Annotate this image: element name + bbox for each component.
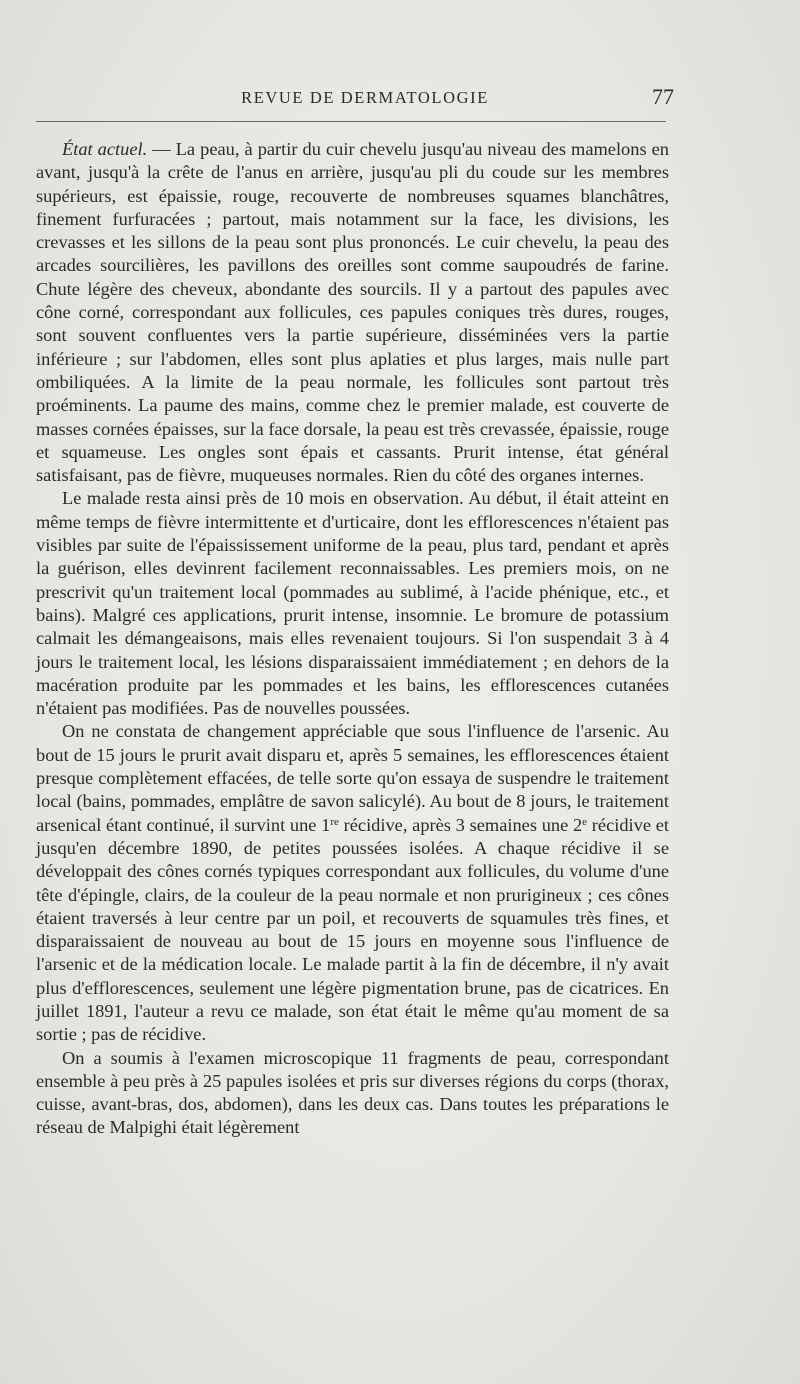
running-head: REVUE DE DERMATOLOGIE — [241, 88, 489, 107]
paragraph-text: On a soumis à l'examen microscopique 11 fragments de peau, correspondant ensemble à peu près à 25 papules isolées et pris sur diverses régions du corps (thorax, cuisse, avant-bras, dos, abdomen), dans les deux cas. Dans toutes les préparations le réseau de Malpighi était légèrement — [36, 1047, 669, 1138]
paragraph-text: — La peau, à partir du cuir chevelu jusqu'au niveau des mamelons en avant, jusqu'à la crête de l'anus en arrière, jusqu'au pli du coude sur les membres supérieurs, est épaissie, rouge, recouverte de nombreuses squames blanchâtres, finement furfuracées ; partout, mais notamment sur la face, les divisions, les crevasses et les sillons de la peau sont plus prononcés. Le cuir chevelu, la peau des arcades sourcilières, les pavillons des oreilles sont comme saupoudrés de farine. Chute légère des cheveux, abondante des sourcils. Il y a partout des papules avec cône corné, correspondant aux follicules, ces papules coniques très dures, rouges, sont souvent confluentes vers la partie supérieure, disséminées vers la partie inférieure ; sur l'abdomen, elles sont plus aplaties et plus larges, mais nulle part ombiliquées. A la limite de la peau normale, les follicules sont partout très proéminents. La paume des mains, comme chez le premier malade, est couverte de masses cornées épaisses, sur la face dorsale, la peau est très crevassée, épaissie, rouge et squameuse. Les ongles sont épais et cassants. Prurit intense, état général satisfaisant, pas de fièvre, muqueuses normales. Rien du côté des organes internes. — [36, 139, 669, 486]
page-number: 77 — [652, 84, 674, 109]
article-body — [36, 138, 669, 1140]
page-header — [56, 86, 674, 112]
paragraph-observation — [36, 487, 669, 720]
paragraph-microscopy — [36, 1047, 669, 1140]
paragraph-arsenic — [36, 720, 669, 1046]
section-lead: État actuel. — [62, 139, 148, 159]
paragraph-text-part: On ne constata de changement appréciable que sous l'influence de l'arsenic. Au bout de 15 jours le prurit avait disparu et, après 5 semaines, les efflorescences étaient presque complètement effacées, de telle sorte qu'on essaya de suspendre le traitement local (bains, pommades, emplâtre de savon salicylé). Au bout de 8 jours, le traitement arsenical étant continué, il survint une 1 — [36, 721, 669, 835]
superscript: e — [582, 815, 588, 828]
superscript: re — [330, 815, 339, 828]
header-rule — [36, 121, 666, 122]
paragraph-text-part: récidive, après 3 semaines une 2 — [338, 814, 583, 835]
paragraph-etat-actuel — [36, 138, 669, 487]
paragraph-text: Le malade resta ainsi près de 10 mois en observation. Au début, il était atteint en même temps de fièvre intermittente et d'urticaire, dont les efflorescences n'étaient pas visibles par suite de l'épaississement uniforme de la peau, plus tard, pendant et après la guérison, elles devinrent facilement reconnaissables. Les premiers mois, on ne prescrivit qu'un traitement local (pommades au sublimé, à l'acide phénique, etc., et bains). Malgré ces applications, prurit intense, insomnie. Le bromure de potassium calmait les démangeaisons, mais elles revenaient toujours. Si l'on suspendait 3 à 4 jours le traitement local, les lésions disparaissaient immédiatement ; en dehors de la macération produite par les pommades et les bains, les efflorescences cutanées n'étaient pas modifiées. Pas de nouvelles poussées. — [36, 488, 669, 719]
paragraph-text-part: récidive et jusqu'en décembre 1890, de petites poussées isolées. A chaque récidive il se développait des cônes cornés typiques correspondant aux follicules, du volume d'une tête d'épingle, clairs, de la couleur de la peau normale et non prurigineux ; ces cônes étaient traversés à leur centre par un poil, et recouverts de squamules très fines, et disparaissaient de nouveau au bout de 15 jours en moyenne sous l'influence de l'arsenic et de la médication locale. Le malade partit à la fin de décembre, il n'y avait plus d'efflorescences, seulement une légère pigmentation brune, pas de cicatrices. En juillet 1891, l'auteur a revu ce malade, son état était le même qu'au moment de sa sortie ; pas de récidive. — [36, 814, 669, 1045]
